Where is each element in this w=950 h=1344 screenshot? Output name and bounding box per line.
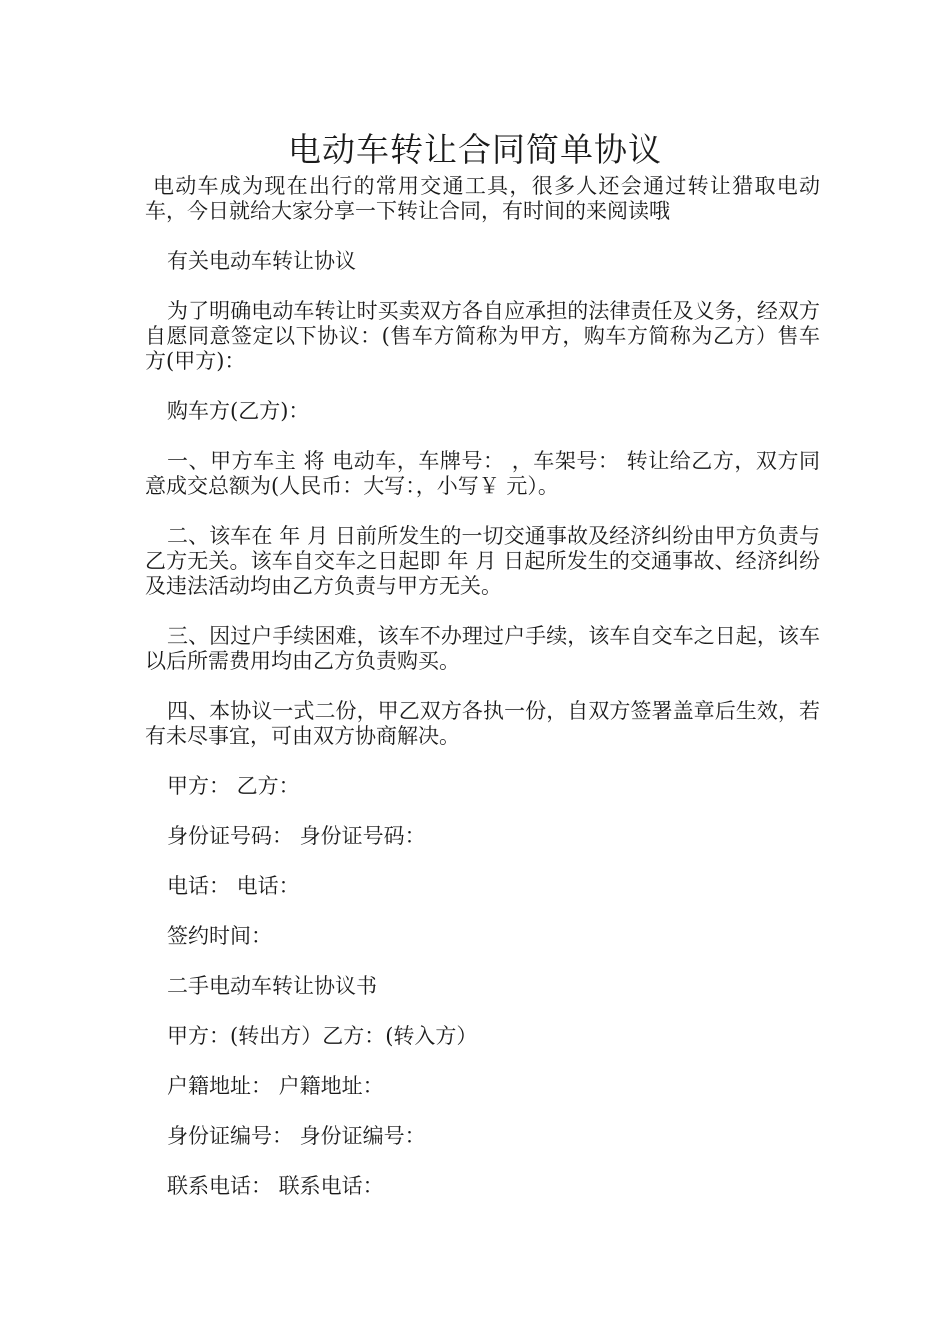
id-number-line: 身份证号码： 身份证号码： — [167, 824, 426, 848]
contact-phone-line: 联系电话： 联系电话： — [167, 1174, 384, 1198]
clause-3: 三、因过户手续困难，该车不办理过户手续，该车自交车之日起，该车以后所需费用均由乙方负责购买。 — [145, 624, 820, 673]
section-heading-used-ev: 二手电动车转让协议书 — [167, 974, 377, 998]
document-title: 电动车转让合同简单协议 — [288, 130, 662, 169]
intro-paragraph: 电动车成为现在出行的常用交通工具，很多人还会通过转让猎取电动车，今日就给大家分享一下转让合同，有时间的来阅读哦 — [145, 174, 820, 223]
buyer-line: 购车方(乙方)： — [167, 399, 310, 423]
section-heading-agreement: 有关电动车转让协议 — [167, 249, 356, 273]
clause-1: 一、甲方车主 将 电动车，车牌号： ，车架号： 转让给乙方，双方同意成交总额为(人民币：大写：，小写￥ 元）。 — [145, 449, 820, 498]
preamble-paragraph: 为了明确电动车转让时买卖双方各自应承担的法律责任及义务，经双方自愿同意签定以下协议：(售车方简称为甲方，购车方简称为乙方）售车方(甲方)： — [145, 299, 820, 373]
id-code-line: 身份证编号： 身份证编号： — [167, 1124, 426, 1148]
signature-parties-line: 甲方： 乙方： — [167, 774, 300, 798]
address-line: 户籍地址： 户籍地址： — [167, 1074, 384, 1098]
phone-line: 电话： 电话： — [167, 874, 300, 898]
clause-2: 二、该车在 年 月 日前所发生的一切交通事故及经济纠纷由甲方负责与乙方无关。该车自交车之日起即 年 月 日起所发生的交通事故、经济纠纷及违法活动均由乙方负责与甲方无关。 — [145, 524, 820, 598]
signing-date-line: 签约时间： — [167, 924, 272, 948]
document-body — [145, 174, 820, 1199]
parties-line: 甲方：(转出方）乙方：(转入方） — [167, 1024, 478, 1048]
clause-4: 四、本协议一式二份，甲乙双方各执一份，自双方签署盖章后生效，若有未尽事宜，可由双方协商解决。 — [145, 699, 820, 748]
